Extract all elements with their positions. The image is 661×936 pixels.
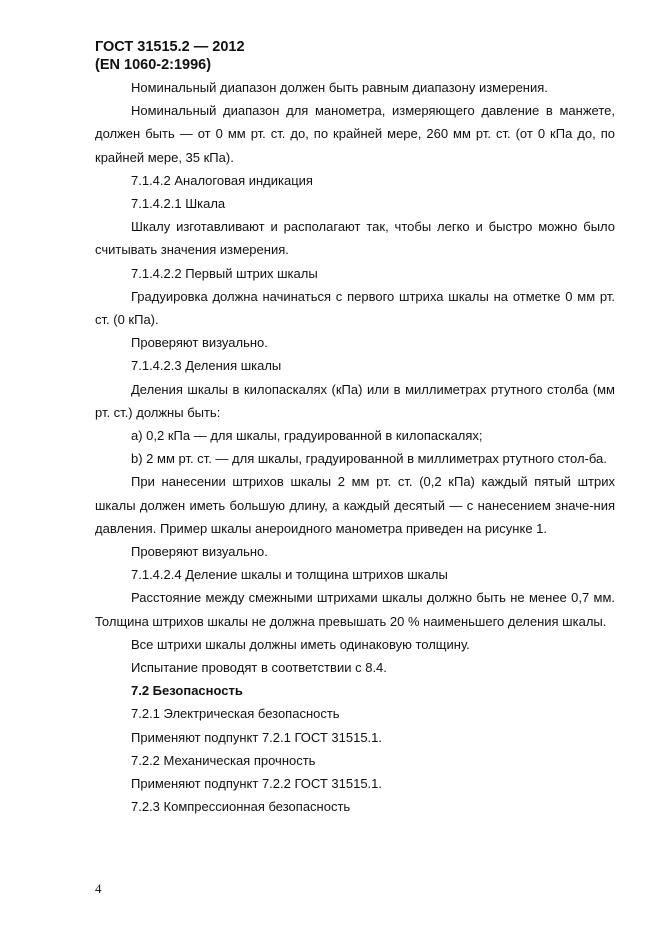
section-heading-7-2-2: 7.2.2 Механическая прочность (131, 752, 316, 768)
section-heading-7-1-4-2-1: 7.1.4.2.1 Шкала (131, 196, 226, 212)
paragraph-tick-spacing: Расстояние между смежными штрихами шкалы должно быть не менее 0,7 мм. Толщина штрихов шкалы не должна превышать 20 % наименьшего деления шкалы. (95, 590, 615, 629)
paragraph-nominal-range: Номинальный диапазон должен быть равным диапазону измерения. (131, 80, 548, 95)
paragraph-test-reference: Испытание проводят в соответствии с 8.4. (131, 660, 387, 676)
page-number: 4 (95, 881, 102, 896)
section-heading-7-1-4-2-3: 7.1.4.2.3 Деления шкалы (131, 358, 282, 374)
paragraph-cuff-gauge-range: Номинальный диапазон для манометра, измеряющего давление в манжете, должен быть — от 0 мм рт. ст. до, по крайней мере, 260 мм рт. ст. (от 0 кПа до, по крайней мере, 35 кПа). (95, 103, 615, 165)
paragraph-visual-check-1: Проверяют визуально. (131, 335, 268, 351)
list-item-a: a) 0,2 кПа — для шкалы, градуированной в килопаскалях; (131, 428, 483, 444)
section-heading-7-2-1: 7.2.1 Электрическая безопасность (131, 706, 340, 722)
document-body (95, 76, 615, 819)
paragraph-tick-marks: При нанесении штрихов шкалы 2 мм рт. ст. (0,2 кПа) каждый пятый штрих шкалы должен иметь большую длину, а каждый десятый — с нанесением значе-ния давления. Пример шкалы анероидного манометра приведен на рисунке 1. (95, 474, 615, 536)
standard-equivalent: (EN 1060-2:1996) (95, 57, 212, 73)
section-heading-7-1-4-2-2: 7.1.4.2.2 Первый штрих шкалы (131, 265, 318, 281)
section-heading-7-2: 7.2 Безопасность (131, 683, 243, 699)
paragraph-apply-7-2-2: Применяют подпункт 7.2.2 ГОСТ 31515.1. (131, 776, 382, 792)
standard-number: ГОСТ 31515.2 — 2012 (95, 39, 245, 55)
section-heading-7-1-4-2-4: 7.1.4.2.4 Деление шкалы и толщина штрихов шкалы (131, 567, 448, 583)
paragraph-apply-7-2-1: Применяют подпункт 7.2.1 ГОСТ 31515.1. (131, 729, 382, 745)
section-heading-7-2-3: 7.2.3 Компрессионная безопасность (131, 799, 351, 815)
document-header (95, 38, 245, 74)
list-item-b: b) 2 мм рт. ст. — для шкалы, градуированной в миллиметрах ртутного стол-ба. (131, 451, 607, 467)
paragraph-scale-design: Шкалу изготавливают и располагают так, чтобы легко и быстро можно было считывать значения измерения. (95, 219, 615, 258)
paragraph-visual-check-2: Проверяют визуально. (131, 544, 268, 560)
paragraph-scale-divisions: Деления шкалы в килопаскалях (кПа) или в миллиметрах ртутного столба (мм рт. ст.) должны быть: (95, 381, 615, 420)
section-heading-7-1-4-2: 7.1.4.2 Аналоговая индикация (131, 172, 313, 188)
paragraph-graduation-start: Градуировка должна начинаться с первого штриха шкалы на отметке 0 мм рт. ст. (0 кПа). (95, 288, 615, 328)
paragraph-tick-thickness: Все штрихи шкалы должны иметь одинаковую толщину. (131, 636, 470, 652)
